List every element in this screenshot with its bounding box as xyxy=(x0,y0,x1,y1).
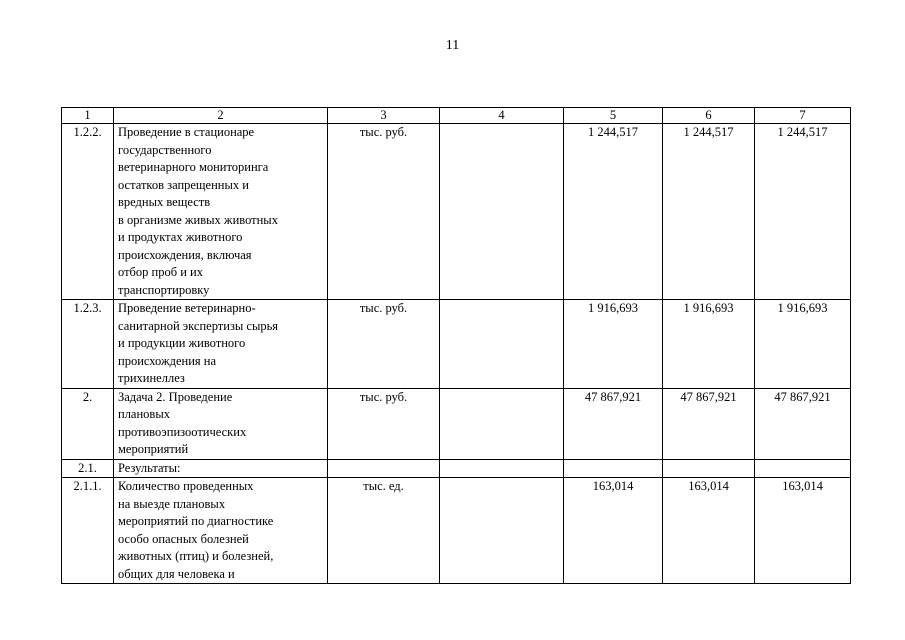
row-name xyxy=(114,388,328,459)
row-name-line: Количество проведенных xyxy=(118,479,254,493)
row-name-line: происхождения, включая xyxy=(118,247,252,262)
row-name-line: общих для человека и xyxy=(118,566,235,581)
row-name-line: Задача 2. Проведение xyxy=(118,389,233,404)
row-col4 xyxy=(440,388,564,459)
row-name-line: транспортировку xyxy=(118,282,210,297)
row-number: 2. xyxy=(62,388,114,459)
row-col4 xyxy=(440,124,564,300)
row-name-line: отбор проб и их xyxy=(118,265,203,279)
row-col6: 1 916,693 xyxy=(663,300,755,389)
row-name-line: и продукции животного xyxy=(118,336,246,350)
row-name-line: Проведение в стационаре xyxy=(118,125,255,139)
row-col6: 47 867,921 xyxy=(663,388,755,459)
column-header: 3 xyxy=(328,108,440,124)
row-unit: тыс. руб. xyxy=(328,300,440,389)
row-name xyxy=(114,459,328,478)
row-col7: 1 244,517 xyxy=(755,124,851,300)
row-number: 1.2.3. xyxy=(62,300,114,389)
row-name-line: государственного xyxy=(118,142,212,157)
table-row xyxy=(62,388,851,459)
row-number: 2.1.1. xyxy=(62,478,114,584)
column-header: 7 xyxy=(755,108,851,124)
column-header: 5 xyxy=(564,108,663,124)
row-name-line: санитарной экспертизы сырья xyxy=(118,318,279,333)
row-number: 2.1. xyxy=(62,459,114,478)
row-col5 xyxy=(564,459,663,478)
row-col5: 1 916,693 xyxy=(564,300,663,389)
row-name xyxy=(114,300,328,389)
row-name-line: в организме живых животных xyxy=(118,212,278,227)
page-number: 11 xyxy=(445,38,460,53)
row-name-line: и продуктах животного xyxy=(118,230,243,244)
table-row xyxy=(62,124,851,300)
table-row xyxy=(62,300,851,389)
row-col6 xyxy=(663,459,755,478)
row-col5: 1 244,517 xyxy=(564,124,663,300)
row-name-line: Проведение ветеринарно- xyxy=(118,301,256,315)
row-name-line: происхождения на xyxy=(118,353,217,368)
row-col5: 163,014 xyxy=(564,478,663,584)
column-header: 6 xyxy=(663,108,755,124)
row-unit xyxy=(328,459,440,478)
row-name-line: вредных веществ xyxy=(118,195,211,209)
row-name xyxy=(114,124,328,300)
row-col6: 163,014 xyxy=(663,478,755,584)
table-header-row xyxy=(62,108,851,124)
column-header: 1 xyxy=(62,108,114,124)
row-name-line: мероприятий по диагностике xyxy=(118,514,274,528)
row-col7 xyxy=(755,459,851,478)
row-unit: тыс. руб. xyxy=(328,124,440,300)
row-col7: 47 867,921 xyxy=(755,388,851,459)
row-name-line: особо опасных болезней xyxy=(118,531,249,546)
row-col5: 47 867,921 xyxy=(564,388,663,459)
row-unit: тыс. ед. xyxy=(328,478,440,584)
table-row xyxy=(62,459,851,478)
row-name-line: на выезде плановых xyxy=(118,496,226,511)
row-name-line: плановых xyxy=(118,407,170,421)
row-col4 xyxy=(440,300,564,389)
row-col4 xyxy=(440,459,564,478)
table-row xyxy=(62,478,851,584)
row-col7: 163,014 xyxy=(755,478,851,584)
row-name-line: Результаты: xyxy=(118,460,181,475)
row-unit: тыс. руб. xyxy=(328,388,440,459)
row-name xyxy=(114,478,328,584)
row-name-line: ветеринарного мониторинга xyxy=(118,160,269,174)
row-number: 1.2.2. xyxy=(62,124,114,300)
row-col6: 1 244,517 xyxy=(663,124,755,300)
row-name-line: мероприятий xyxy=(118,442,189,456)
row-name-line: противоэпизоотических xyxy=(118,424,247,439)
row-col7: 1 916,693 xyxy=(755,300,851,389)
row-name-line: трихинеллез xyxy=(118,371,185,385)
row-name-line: остатков запрещенных и xyxy=(118,177,249,192)
row-col4 xyxy=(440,478,564,584)
row-name-line: животных (птиц) и болезней, xyxy=(118,549,274,563)
column-header: 2 xyxy=(114,108,328,124)
data-table xyxy=(61,107,851,584)
column-header: 4 xyxy=(440,108,564,124)
